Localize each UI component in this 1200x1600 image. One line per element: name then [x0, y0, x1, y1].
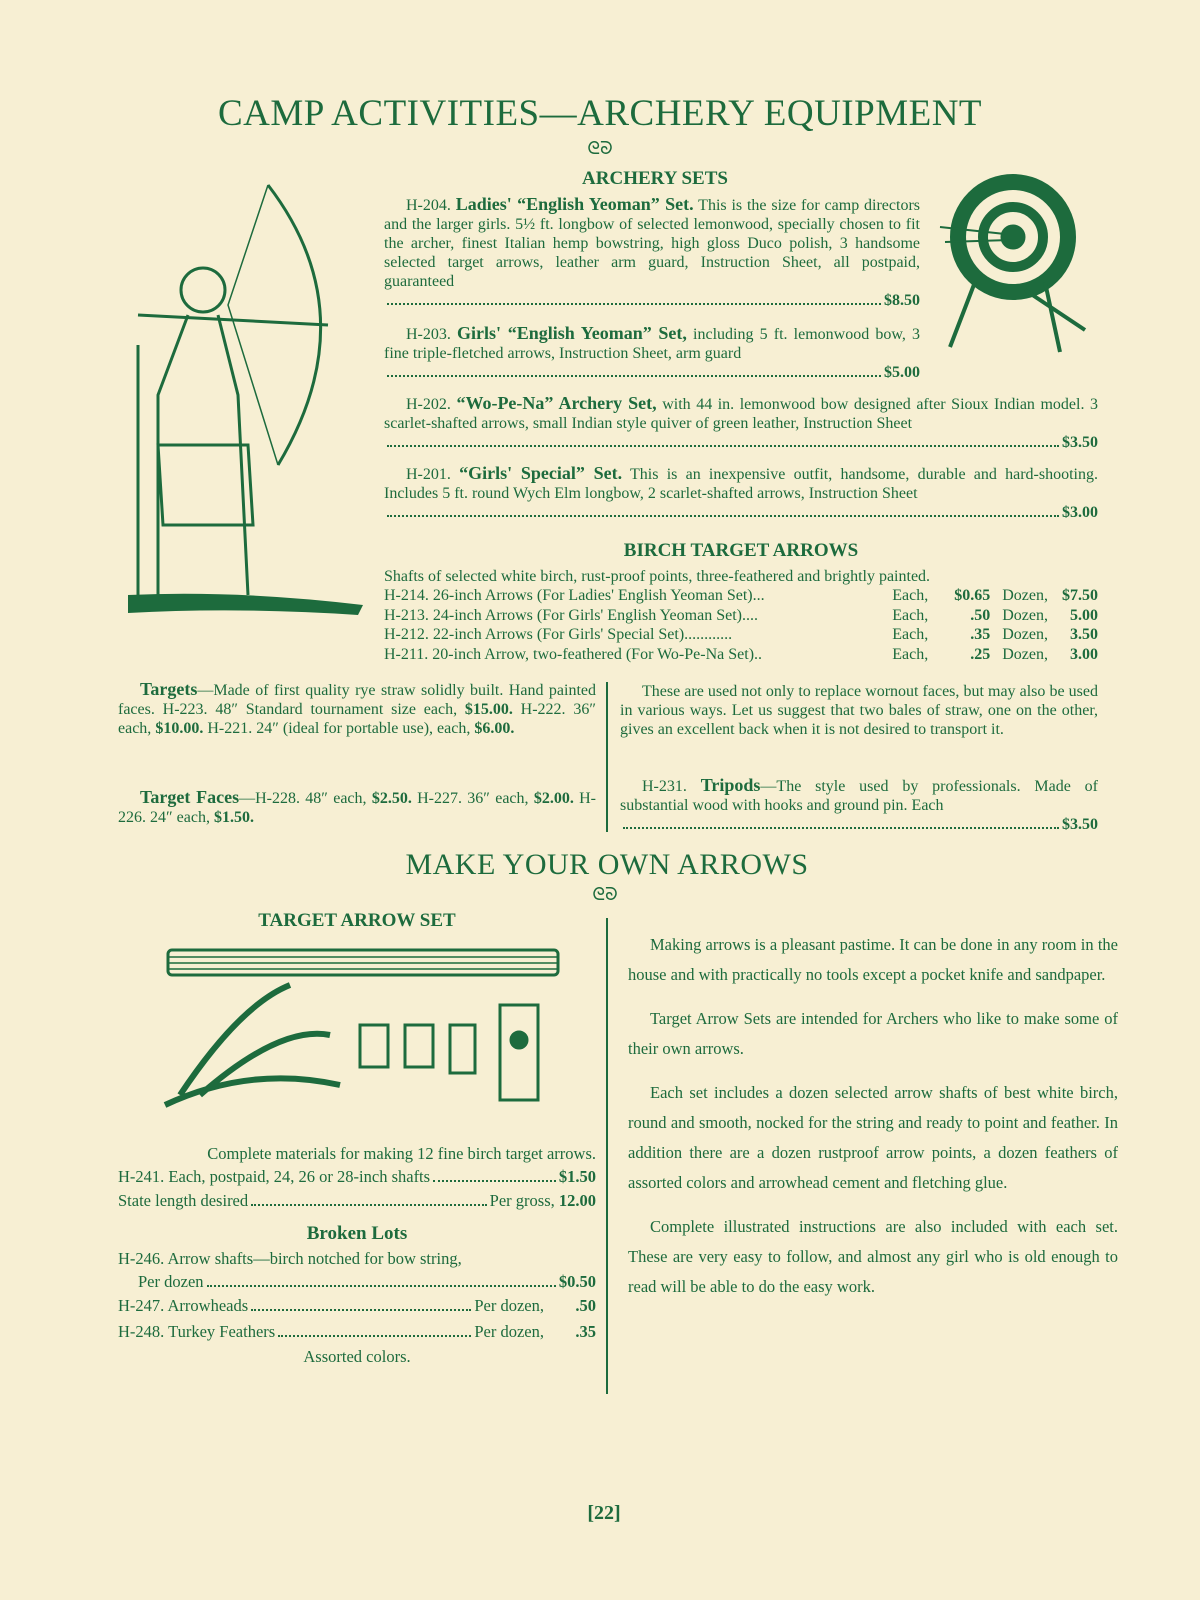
text: H-221. 24″ (ideal for portable use), each,	[203, 720, 475, 737]
dozen-label: Dozen,	[1002, 626, 1048, 643]
item-name: Ladies' “English Yeoman” Set.	[455, 194, 694, 214]
ornament: ᘓᘐ	[592, 884, 618, 904]
dozen-label: Dozen,	[1002, 606, 1048, 624]
arrow-row	[384, 586, 1098, 606]
item-unit: Per gross,	[489, 1191, 555, 1210]
column-divider	[606, 918, 608, 1394]
arrow-row	[384, 606, 1098, 626]
item-name: Tripods	[700, 775, 761, 795]
item-price: $1.50	[558, 1167, 596, 1186]
target-faces-paragraph	[118, 788, 596, 827]
dozen-price: $7.50	[1062, 587, 1098, 604]
price: $6.00.	[474, 720, 515, 737]
arrow-desc: H-213. 24-inch Arrows (For Girls' English Yeoman Set)....	[384, 606, 758, 624]
item-price: .35	[575, 1322, 596, 1341]
dozen-price: 3.50	[1070, 626, 1098, 643]
price: $2.50.	[371, 790, 412, 807]
text: H-226. 24″ each,	[118, 790, 596, 826]
text: —Made of first quality rye straw solidly built. Hand painted faces. H-223. 48″ Standard tournament size each,	[118, 682, 596, 718]
paragraph: Making arrows is a pleasant pastime. It can be done in any room in the house and with practically no tools except a pocket knife and sandpaper.	[628, 935, 1118, 984]
arrow-desc: H-211. 20-inch Arrow, two-feathered (For Wo-Pe-Na Set)..	[384, 645, 763, 663]
tripods-item	[620, 776, 1098, 834]
price: $2.00.	[533, 790, 574, 807]
item-desc: H-248. Turkey Feathers	[118, 1322, 276, 1341]
archery-set-item-h201	[384, 464, 1098, 522]
birch-arrows-heading: BIRCH TARGET ARROWS	[623, 540, 859, 561]
item-desc: —The style used by professionals. Made of substantial wood with hooks and ground pin. Each	[620, 778, 1099, 814]
text: H-222. 36″ each,	[118, 701, 597, 737]
column-divider	[606, 682, 608, 832]
each-label: Each,	[892, 606, 929, 624]
item-desc: H-246. Arrow shafts—birch notched for bow string,	[118, 1249, 462, 1268]
item-name: “Wo-Pe-Na” Archery Set,	[456, 393, 657, 413]
targets-paragraph	[118, 680, 596, 738]
text: H-227. 36″ each,	[411, 790, 534, 807]
item-desc: This is the size for camp directors and the larger girls. 5½ ft. longbow of selected lemonwood, specially chosen to fit the archer, finest Italian hemp bowstring, high gloss Duco polish, 3 handsome selected target arrows, leather arm guard, Instruction Sheet, all postpaid, guaranteed	[384, 197, 921, 290]
each-price: .50	[970, 606, 991, 624]
dozen-label: Dozen,	[1002, 587, 1048, 604]
paragraph: Complete illustrated instructions are also included with each set. These are very easy to follow, and almost any girl who is old enough to read will be able to do the easy work.	[628, 1217, 1118, 1296]
item-unit: Per dozen,	[474, 1322, 544, 1341]
item-unit: Per dozen	[138, 1272, 204, 1291]
make-own-text	[628, 930, 1118, 1302]
item-price: 12.00	[558, 1191, 596, 1210]
item-code: H-204.	[406, 197, 451, 214]
target-faces-label: Target Faces	[140, 787, 240, 807]
item-name: Girls' “English Yeoman” Set,	[457, 323, 687, 343]
arrow-set-illustration	[160, 945, 570, 1135]
item-desc: H-247. Arrowheads	[118, 1296, 249, 1315]
each-price: .35	[970, 626, 991, 643]
item-code: H-231.	[642, 778, 687, 795]
dozen-price: 3.00	[1070, 645, 1098, 663]
item-price: $3.00	[1062, 504, 1098, 521]
target-arrow-set-heading: TARGET ARROW SET	[258, 910, 456, 931]
archer-illustration	[118, 175, 368, 635]
birch-arrows-table	[384, 567, 1098, 664]
dozen-price: 5.00	[1070, 606, 1098, 624]
each-label: Each,	[892, 626, 929, 643]
item-unit: Per dozen,	[474, 1296, 544, 1315]
arrow-row	[384, 625, 1098, 645]
item-name: “Girls' Special” Set.	[459, 463, 623, 483]
each-label: Each,	[892, 587, 929, 604]
target-illustration	[935, 172, 1095, 357]
broken-lots-heading: Broken Lots	[306, 1223, 408, 1244]
text: —H-228. 48″ each,	[239, 790, 372, 807]
arrow-row	[384, 645, 1098, 665]
item-desc: H-241. Each, postpaid, 24, 26 or 28-inch shafts	[118, 1167, 431, 1186]
item-price: $8.50	[884, 292, 920, 309]
page-number: [22]	[587, 1502, 621, 1524]
targets-label: Targets	[140, 679, 198, 699]
paragraph: Each set includes a dozen selected arrow shafts of best white birch, round and smooth, nocked for the string and ready to point and feather. In addition there are a dozen rustproof arrow points, a dozen feathers of assorted colors and arrowhead cement and fletching glue.	[628, 1083, 1118, 1192]
archery-set-item-h203	[384, 324, 920, 382]
each-label: Each,	[892, 645, 929, 663]
item-code: H-202.	[406, 396, 451, 413]
assorted-colors-note: Assorted colors.	[303, 1347, 411, 1366]
archery-set-item-h204	[384, 195, 920, 310]
arrow-desc: H-212. 22-inch Arrows (For Girls' Special Set)............	[384, 626, 733, 643]
page-title: CAMP ACTIVITIES—ARCHERY EQUIPMENT	[217, 93, 983, 134]
item-desc: with 44 in. lemonwood bow designed after Sioux Indian model. 3 scarlet-shafted arrows, small Indian style quiver of green leather, Instruction Sheet	[384, 396, 1099, 432]
item-price: $5.00	[884, 364, 920, 381]
arrow-desc: H-214. 26-inch Arrows (For Ladies' English Yeoman Set)...	[384, 587, 765, 604]
price: $15.00.	[464, 701, 513, 718]
paragraph: Target Arrow Sets are intended for Archers who like to make some of their own arrows.	[628, 1009, 1118, 1058]
faces-note: These are used not only to replace wornout faces, but may also be used in various ways. Let us suggest that two bales of straw, one on the other, gives an excellent back when it is not desired to transport it.	[620, 683, 1098, 738]
price: $1.50.	[213, 809, 254, 826]
make-own-title: MAKE YOUR OWN ARROWS	[405, 848, 809, 881]
each-price: $0.65	[954, 587, 991, 604]
item-price: $0.50	[558, 1272, 596, 1291]
archery-set-item-h202	[384, 394, 1098, 452]
item-desc: This is an inexpensive outfit, handsome, durable and hard-shooting. Includes 5 ft. round Wych Elm longbow, 2 scarlet-shafted arrows, Instruction Sheet	[384, 466, 1098, 502]
each-price: .25	[970, 645, 991, 663]
item-price: $3.50	[1062, 816, 1098, 833]
item-code: H-201.	[406, 466, 451, 483]
complete-text: Complete materials for making 12 fine birch target arrows.	[207, 1144, 596, 1163]
arrow-set-pricing	[118, 1142, 596, 1369]
item-code: H-203.	[406, 326, 451, 343]
item-price: .50	[575, 1296, 596, 1315]
archery-sets-heading: ARCHERY SETS	[582, 168, 728, 189]
price: $10.00.	[155, 720, 204, 737]
item-price: $3.50	[1062, 434, 1098, 451]
dozen-label: Dozen,	[1002, 645, 1048, 663]
item-desc: including 5 ft. lemonwood bow, 3 fine triple-fletched arrows, Instruction Sheet, arm guard	[384, 326, 921, 362]
item-desc: State length desired	[118, 1191, 249, 1210]
ornament: ᘓᘐ	[587, 138, 613, 158]
birch-arrows-intro: Shafts of selected white birch, rust-proof points, three-feathered and brightly painted.	[384, 568, 931, 585]
